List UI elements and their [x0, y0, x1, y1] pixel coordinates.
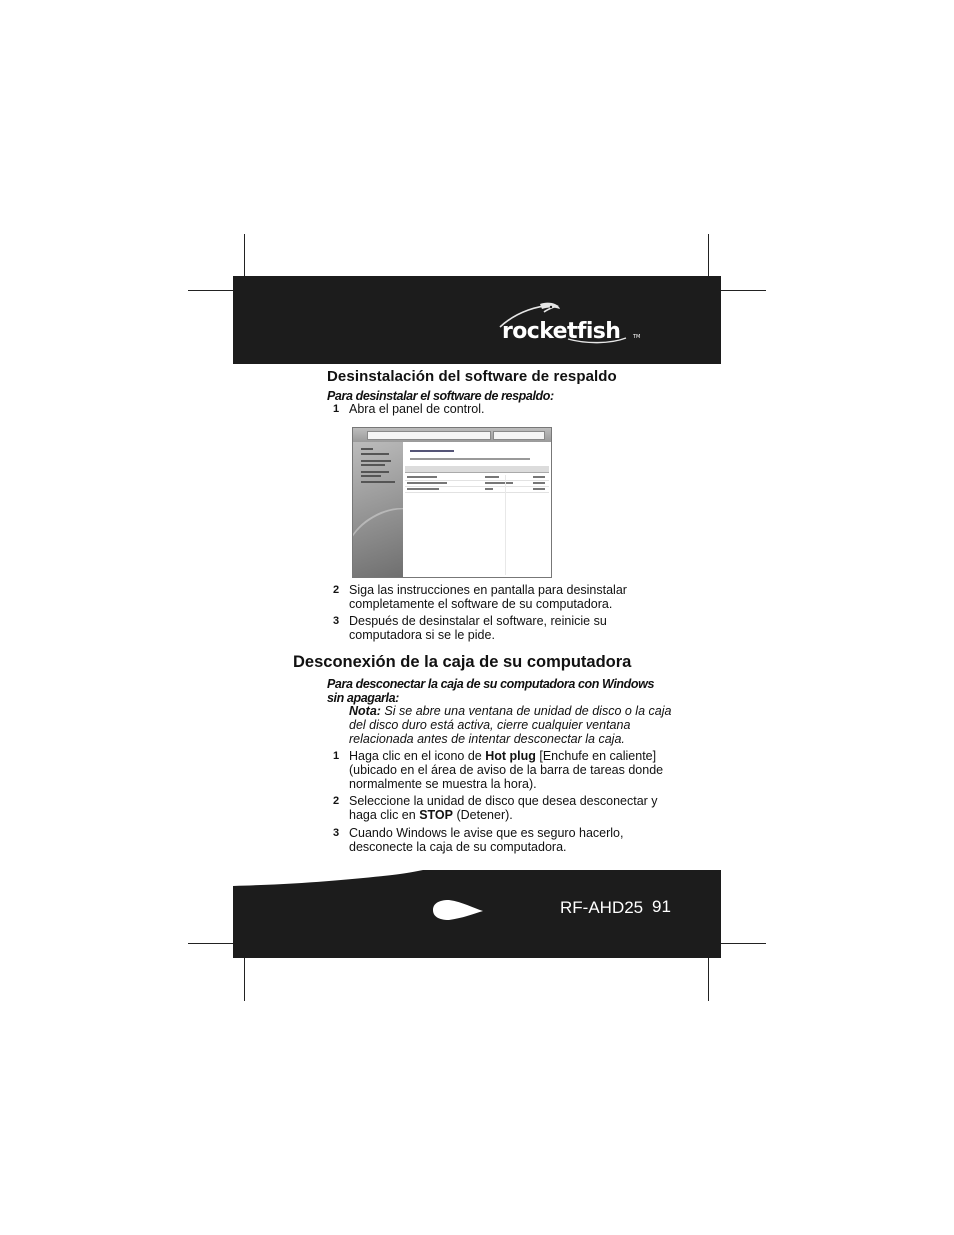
step-text: Abra el panel de control. [349, 402, 485, 416]
logo-trademark: TM [633, 334, 641, 340]
window-toolbar [405, 466, 549, 473]
header-band [233, 276, 721, 364]
crop-mark [188, 290, 233, 291]
control-panel-screenshot [352, 427, 552, 578]
window-sidebar [353, 442, 403, 577]
step-text: Cuando Windows le avise que es seguro hacerlo, desconecte la caja de su computadora. [349, 826, 624, 855]
crop-mark [188, 943, 233, 944]
step-text: Seleccione la unidad de disco que desea desconectar y haga clic en STOP (Detener). [349, 794, 658, 823]
crop-mark [721, 943, 766, 944]
footer-band [233, 870, 721, 958]
crop-mark [708, 958, 709, 1001]
hot-plug-term: Hot plug [485, 749, 536, 763]
window-titlebar [353, 428, 551, 442]
address-bar [367, 431, 491, 440]
search-box [493, 431, 545, 440]
step-number: 3 [333, 615, 340, 627]
step-number: 2 [333, 584, 340, 596]
model-number: RF-AHD25 [560, 898, 644, 917]
note-label: Nota: [349, 704, 381, 718]
note [349, 704, 679, 747]
crop-mark [244, 958, 245, 1001]
section2-subtitle: Para desconectar la caja de su computadora con Windows sin apagarla: [327, 677, 655, 705]
stop-term: STOP [419, 808, 453, 823]
window-main-pane [403, 442, 551, 577]
logo-wordmark: rocketfish [502, 319, 621, 344]
crop-mark [721, 290, 766, 291]
step-number: 3 [333, 827, 340, 839]
rocketfish-logo [496, 300, 646, 348]
step-number: 1 [333, 403, 340, 415]
note-text: Si se abre una ventana de unidad de disco o la caja del disco duro está activa, cierre cualquier ventana relacionada antes de intentar desconectar la caja. [349, 704, 672, 747]
section1-subtitle: Para desinstalar el software de respaldo: [327, 389, 554, 403]
step-text: Después de desinstalar el software, reinicie su computadora si se le pide. [349, 614, 607, 643]
page-number: 91 [652, 897, 671, 916]
step-text: Siga las instrucciones en pantalla para desinstalar completamente el software de su computadora. [349, 583, 627, 612]
section1-title: Desinstalación del software de respaldo [327, 368, 617, 385]
step-number: 2 [333, 795, 340, 807]
step-number: 1 [333, 750, 340, 762]
section2-title: Desconexión de la caja de su computadora [293, 653, 632, 671]
step-text: Haga clic en el icono de Hot plug [Enchufe en caliente] (ubicado en el área de aviso de la barra de tareas donde normalmente se muestra la hora). [349, 749, 664, 792]
